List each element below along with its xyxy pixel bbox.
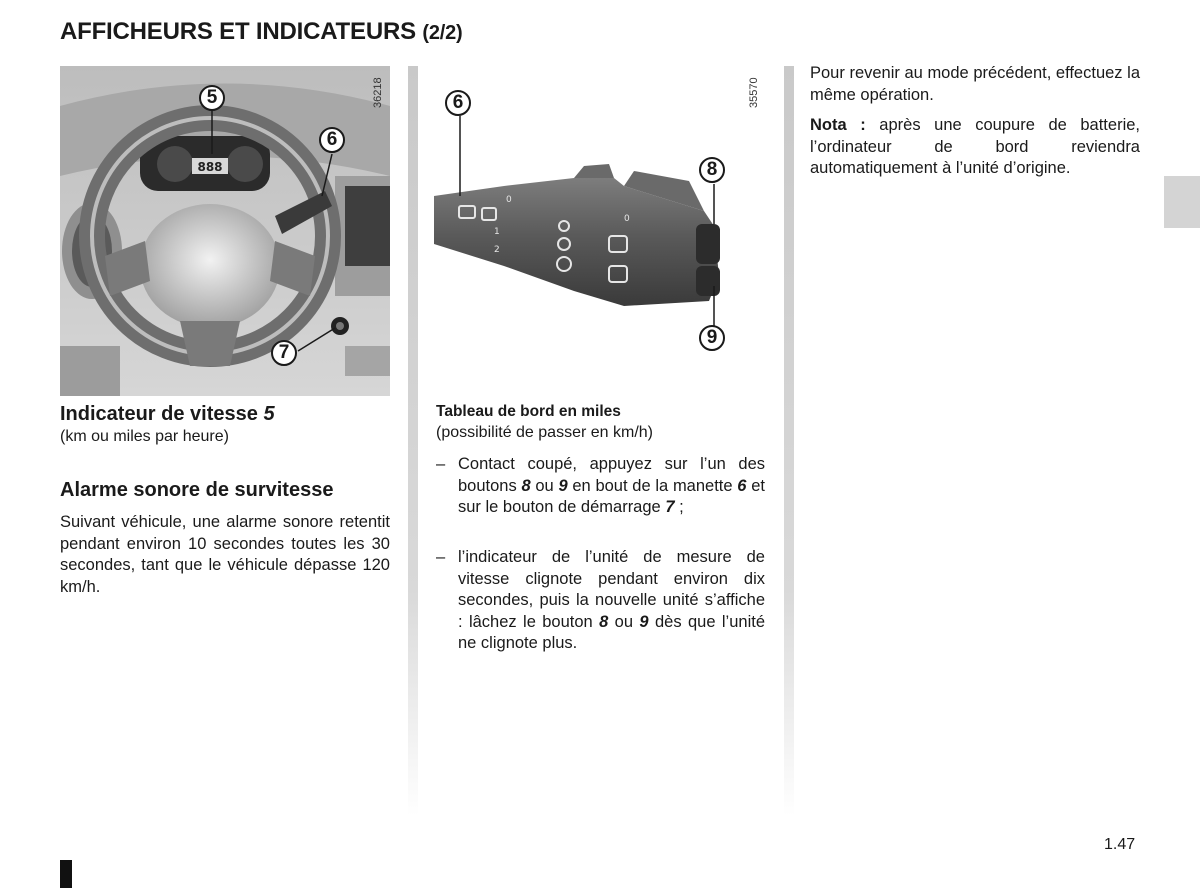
item2-text-1: l’indicateur de l’unité de mesure de vitesse clignote pendant environ dix secondes, puis la nouvelle unité s’affiche : lâchez le bouton: [458, 548, 765, 631]
item1-num-9: 9: [558, 476, 568, 495]
page-title: [60, 18, 463, 46]
item1-text-1: Contact coupé, appuyez sur l’un des boutons: [458, 455, 765, 495]
item2-num-9: 9: [639, 612, 649, 631]
callout-6: 6: [319, 127, 345, 153]
page-title-text: AFFICHEURS ET INDICATEURS: [60, 18, 416, 45]
item1-num-6: 6: [737, 476, 747, 495]
nota-label: Nota :: [810, 116, 866, 134]
corner-mark: [60, 860, 72, 888]
page-title-part: (2/2): [422, 22, 463, 44]
revert-mode-text: Pour revenir au mode précédent, effectuez la même opération.: [810, 64, 1140, 104]
page-number: 1.47: [1104, 836, 1136, 853]
callout-5: 5: [199, 85, 225, 111]
speed-indicator-heading: [60, 403, 275, 426]
item2-num-8: 8: [599, 612, 609, 631]
item1-num-8: 8: [521, 476, 531, 495]
stalk-mark-4: 0: [624, 214, 630, 224]
list-item: [436, 454, 765, 519]
callout-6-stalk: 6: [445, 90, 471, 116]
section-tab: [1164, 176, 1200, 228]
overspeed-alarm-text: Suivant véhicule, une alarme sonore retentit pendant environ 10 secondes toutes les 30 secondes, tant que le véhicule dépasse 120 km/h.: [60, 513, 390, 596]
item2-text-3: dès que l’unité ne clignote plus.: [458, 612, 765, 652]
list-dash: –: [436, 548, 446, 566]
speed-indicator-heading-text: Indicateur de vitesse: [60, 403, 258, 425]
overspeed-alarm-heading: Alarme sonore de survitesse: [60, 479, 334, 501]
callout-8: 8: [699, 157, 725, 183]
nota-paragraph: [810, 115, 1140, 180]
item2-text-2: ou: [608, 612, 640, 631]
callout-7: 7: [271, 340, 297, 366]
stalk-mark-3: 0: [506, 195, 512, 205]
stalk-mark-2: 2: [494, 245, 500, 255]
nota-text: après une coupure de batterie, l’ordinateur de bord reviendra automatiquement à l’unité d’origine.: [810, 116, 1140, 177]
miles-dashboard-heading: Tableau de bord en miles: [436, 403, 621, 420]
figure-ref-36218: 36218: [372, 77, 384, 108]
column-separator-1: [408, 66, 418, 816]
miles-dashboard-subtitle: (possibilité de passer en km/h): [436, 424, 653, 441]
list-dash: –: [436, 455, 446, 473]
stalk-mark-1: 1: [494, 227, 500, 237]
stalk-illustration: [434, 66, 734, 366]
item1-num-7: 7: [665, 498, 675, 516]
speed-indicator-heading-num: 5: [263, 403, 275, 425]
item1-text-2: ou: [530, 476, 559, 495]
item1-text-4: et sur le bouton de démarrage: [458, 476, 765, 516]
figure-ref-35570: 35570: [748, 77, 760, 108]
item1-text-3: en bout de la manette: [567, 476, 738, 495]
cluster-display: 888: [197, 160, 223, 174]
list-item: [436, 547, 765, 655]
callout-9: 9: [699, 325, 725, 351]
stalk-figure: [434, 66, 734, 366]
column-separator-2: [784, 66, 794, 816]
item1-text-5: ;: [674, 498, 684, 516]
dashboard-figure: [60, 66, 390, 396]
speed-indicator-subtitle: (km ou miles par heure): [60, 428, 229, 445]
dashboard-illustration: [60, 66, 390, 396]
